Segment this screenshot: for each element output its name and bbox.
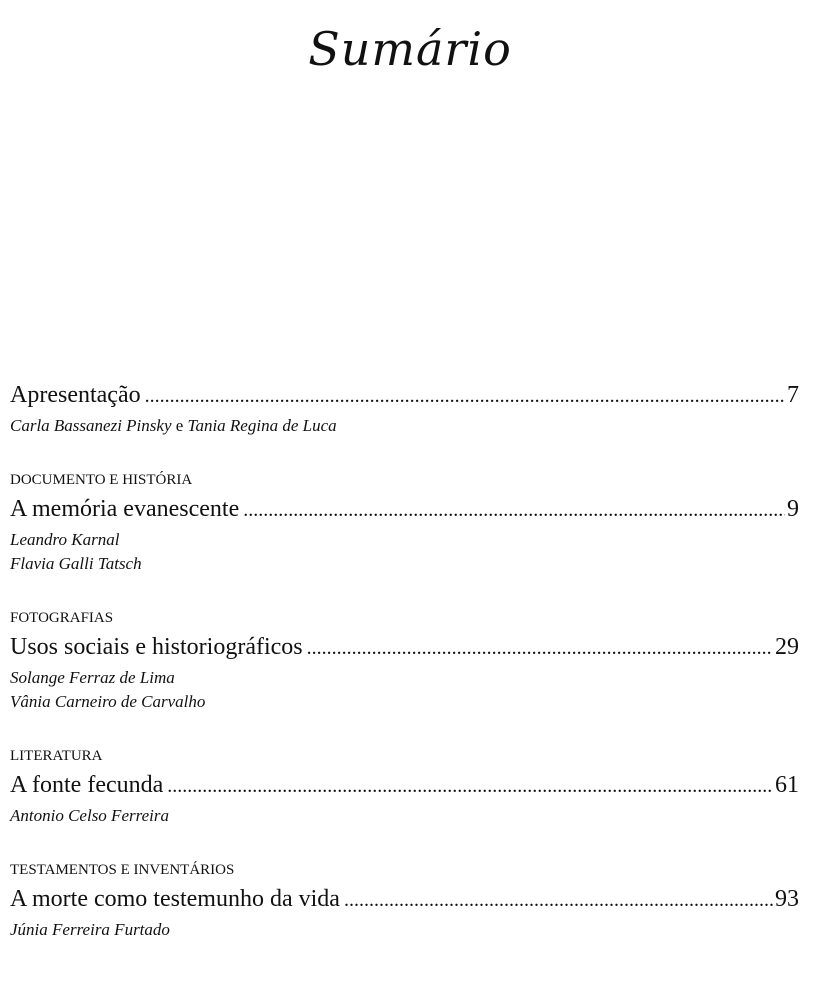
toc-line[interactable] <box>10 377 799 414</box>
toc-title: A memória evanescente <box>10 496 240 522</box>
toc-title: Usos sociais e historiográficos <box>10 634 303 660</box>
author: Solange Ferraz de Lima <box>10 668 175 687</box>
toc-entry-documento <box>10 470 799 576</box>
toc-line[interactable] <box>10 767 799 804</box>
toc-entry-apresentacao <box>10 377 799 438</box>
dot-leader <box>145 378 785 414</box>
author-conjunction: e <box>171 416 188 435</box>
author: Flavia Galli Tatsch <box>10 554 142 573</box>
page-title: Sumário <box>308 22 512 76</box>
dot-leader <box>243 492 785 528</box>
toc-page-number: 7 <box>787 382 799 408</box>
section-heading: FOTOGRAFIAS <box>10 610 114 626</box>
toc-authors <box>10 414 799 438</box>
toc-entry-testamentos <box>10 860 799 942</box>
toc-entry-fotografias <box>10 608 799 714</box>
toc-line[interactable] <box>10 629 799 666</box>
section-heading: DOCUMENTO E HISTÓRIA <box>10 472 193 488</box>
toc-line[interactable] <box>10 491 799 528</box>
toc-entry-literatura <box>10 746 799 828</box>
toc-title: A fonte fecunda <box>10 772 164 798</box>
author: Leandro Karnal <box>10 530 120 549</box>
author: Tania Regina de Luca <box>187 416 337 435</box>
section-heading: LITERATURA <box>10 748 103 764</box>
toc-title: A morte como testemunho da vida <box>10 886 340 912</box>
author: Júnia Ferreira Furtado <box>10 920 170 939</box>
dot-leader <box>307 630 773 666</box>
dot-leader <box>167 768 773 804</box>
toc-line[interactable] <box>10 881 799 918</box>
toc-page-number: 93 <box>775 886 799 912</box>
toc-page-number: 9 <box>787 496 799 522</box>
section-heading: TESTAMENTOS E INVENTÁRIOS <box>10 862 235 878</box>
author: Carla Bassanezi Pinsky <box>10 416 172 435</box>
toc-title: Apresentação <box>10 382 141 408</box>
table-of-contents <box>10 377 799 974</box>
author: Antonio Celso Ferreira <box>10 806 169 825</box>
toc-page-number: 61 <box>775 772 799 798</box>
author: Vânia Carneiro de Carvalho <box>10 692 206 711</box>
dot-leader <box>344 882 773 918</box>
toc-page-number: 29 <box>775 634 799 660</box>
